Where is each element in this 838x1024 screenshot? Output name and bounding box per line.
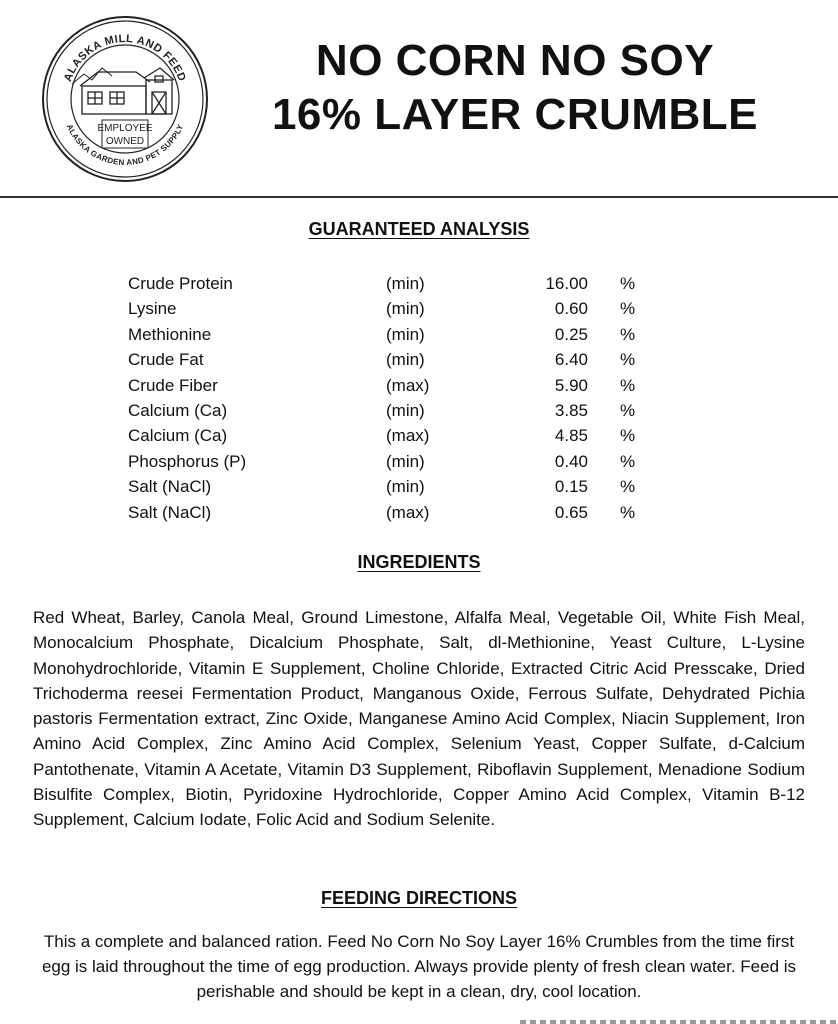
nutrient-unit: % <box>620 400 636 420</box>
nutrient-name: Salt (NaCl) <box>128 477 212 497</box>
feeding-directions-heading: FEEDING DIRECTIONS <box>320 888 517 908</box>
nutrient-qualifier: (max) <box>386 375 430 395</box>
nutrient-value: 5.90 <box>554 375 588 395</box>
logo-top-text: ALASKA MILL AND FEED <box>61 32 189 84</box>
nutrient-unit: % <box>620 324 636 344</box>
nutrient-qualifier: (min) <box>386 477 425 497</box>
nutrient-value: 0.60 <box>554 299 588 319</box>
company-logo <box>40 14 210 184</box>
title-line-2: 16% LAYER CRUMBLE <box>271 90 759 139</box>
nutrient-name: Crude Protein <box>128 274 233 293</box>
nutrient-value: 0.15 <box>554 477 588 497</box>
nutrient-name: Crude Fiber <box>128 375 218 395</box>
nutrient-name: Phosphorus (P) <box>128 451 247 471</box>
analysis-row <box>128 477 648 502</box>
nutrient-name: Salt (NaCl) <box>128 502 212 522</box>
feeding-directions-text: This a complete and balanced ration. Feed No Corn No Soy Layer 16% Crumbles from the time first egg is laid throughout the time of egg production. Always provide plenty of fresh clean water. Feed is perishable and should be kept in a clean, dry, cool location. <box>41 932 797 1001</box>
nutrient-unit: % <box>620 426 636 446</box>
nutrient-value: 6.40 <box>554 350 588 370</box>
analysis-row <box>128 503 648 528</box>
analysis-row <box>128 274 648 299</box>
nutrient-name: Calcium (Ca) <box>128 400 228 420</box>
nutrient-name: Calcium (Ca) <box>128 426 228 446</box>
analysis-row <box>128 299 648 324</box>
analysis-row <box>128 401 648 426</box>
nutrient-unit: % <box>620 350 636 370</box>
logo-center-line1: EMPLOYEE <box>97 123 153 134</box>
product-title <box>230 34 800 142</box>
analysis-row <box>128 452 648 477</box>
guaranteed-analysis-table <box>128 274 648 528</box>
ingredients-text: Red Wheat, Barley, Canola Meal, Ground Limestone, Alfalfa Meal, Vegetable Oil, White Fish Meal, Monocalcium Phosphate, Dicalcium Phosphate, Salt, dl-Methionine, Yeast Culture, L-Lysine Monohydrochloride, Vitamin E Supplement, Choline Chloride, Extracted Citric Acid Presscake, Dried Trichoderma reesei Fermentation Product, Manganous Oxide, Ferrous Sulfate, Dehydrated Pichia pastoris Fermentation extract, Zinc Oxide, Manganese Amino Acid Complex, Niacin Supplement, Iron Amino Acid Complex, Zinc Amino Acid Complex, Selenium Yeast, Copper Sulfate, d-Calcium Pantothenate, Vitamin A Acetate, Vitamin D3 Supplement, Riboflavin Supplement, Menadione Sodium Bisulfite Complex, Biotin, Pyridoxine Hydrochloride, Copper Amino Acid Complex, Vitamin B-12 Supplement, Calcium Iodate, Folic Acid and Sodium Selenite. <box>33 608 805 830</box>
nutrient-qualifier: (max) <box>386 502 430 522</box>
nutrient-value: 0.40 <box>554 451 588 471</box>
nutrient-qualifier: (max) <box>386 426 430 446</box>
analysis-row <box>128 426 648 451</box>
nutrient-qualifier: (min) <box>386 451 425 471</box>
logo-bottom-text: ALASKA GARDEN AND PET SUPPLY <box>64 122 186 168</box>
logo-center-line2: OWNED <box>105 136 145 147</box>
title-line-1: NO CORN NO SOY <box>315 36 715 85</box>
nutrient-value: 3.85 <box>554 400 588 420</box>
nutrient-qualifier: (min) <box>386 400 425 420</box>
nutrient-qualifier: (min) <box>386 350 425 370</box>
nutrient-value: 16.00 <box>545 274 588 293</box>
header-divider <box>0 196 838 198</box>
analysis-row <box>128 376 648 401</box>
nutrient-qualifier: (min) <box>386 274 425 293</box>
nutrient-name: Methionine <box>128 324 212 344</box>
nutrient-value: 4.85 <box>554 426 588 446</box>
nutrient-name: Lysine <box>128 299 177 319</box>
guaranteed-analysis-heading: GUARANTEED ANALYSIS <box>308 219 530 239</box>
nutrient-unit: % <box>620 502 636 522</box>
analysis-row <box>128 325 648 350</box>
analysis-row <box>128 350 648 375</box>
nutrient-unit: % <box>620 375 636 395</box>
nutrient-unit: % <box>620 274 636 293</box>
nutrient-unit: % <box>620 299 636 319</box>
ingredients-heading: INGREDIENTS <box>357 552 481 572</box>
nutrient-qualifier: (min) <box>386 324 425 344</box>
nutrient-value: 0.65 <box>554 502 588 522</box>
nutrient-unit: % <box>620 451 636 471</box>
page-edge-mark <box>520 1020 838 1024</box>
nutrient-qualifier: (min) <box>386 299 425 319</box>
nutrient-name: Crude Fat <box>128 350 204 370</box>
barn-icon <box>72 68 174 114</box>
nutrient-value: 0.25 <box>554 324 588 344</box>
nutrient-unit: % <box>620 477 636 497</box>
